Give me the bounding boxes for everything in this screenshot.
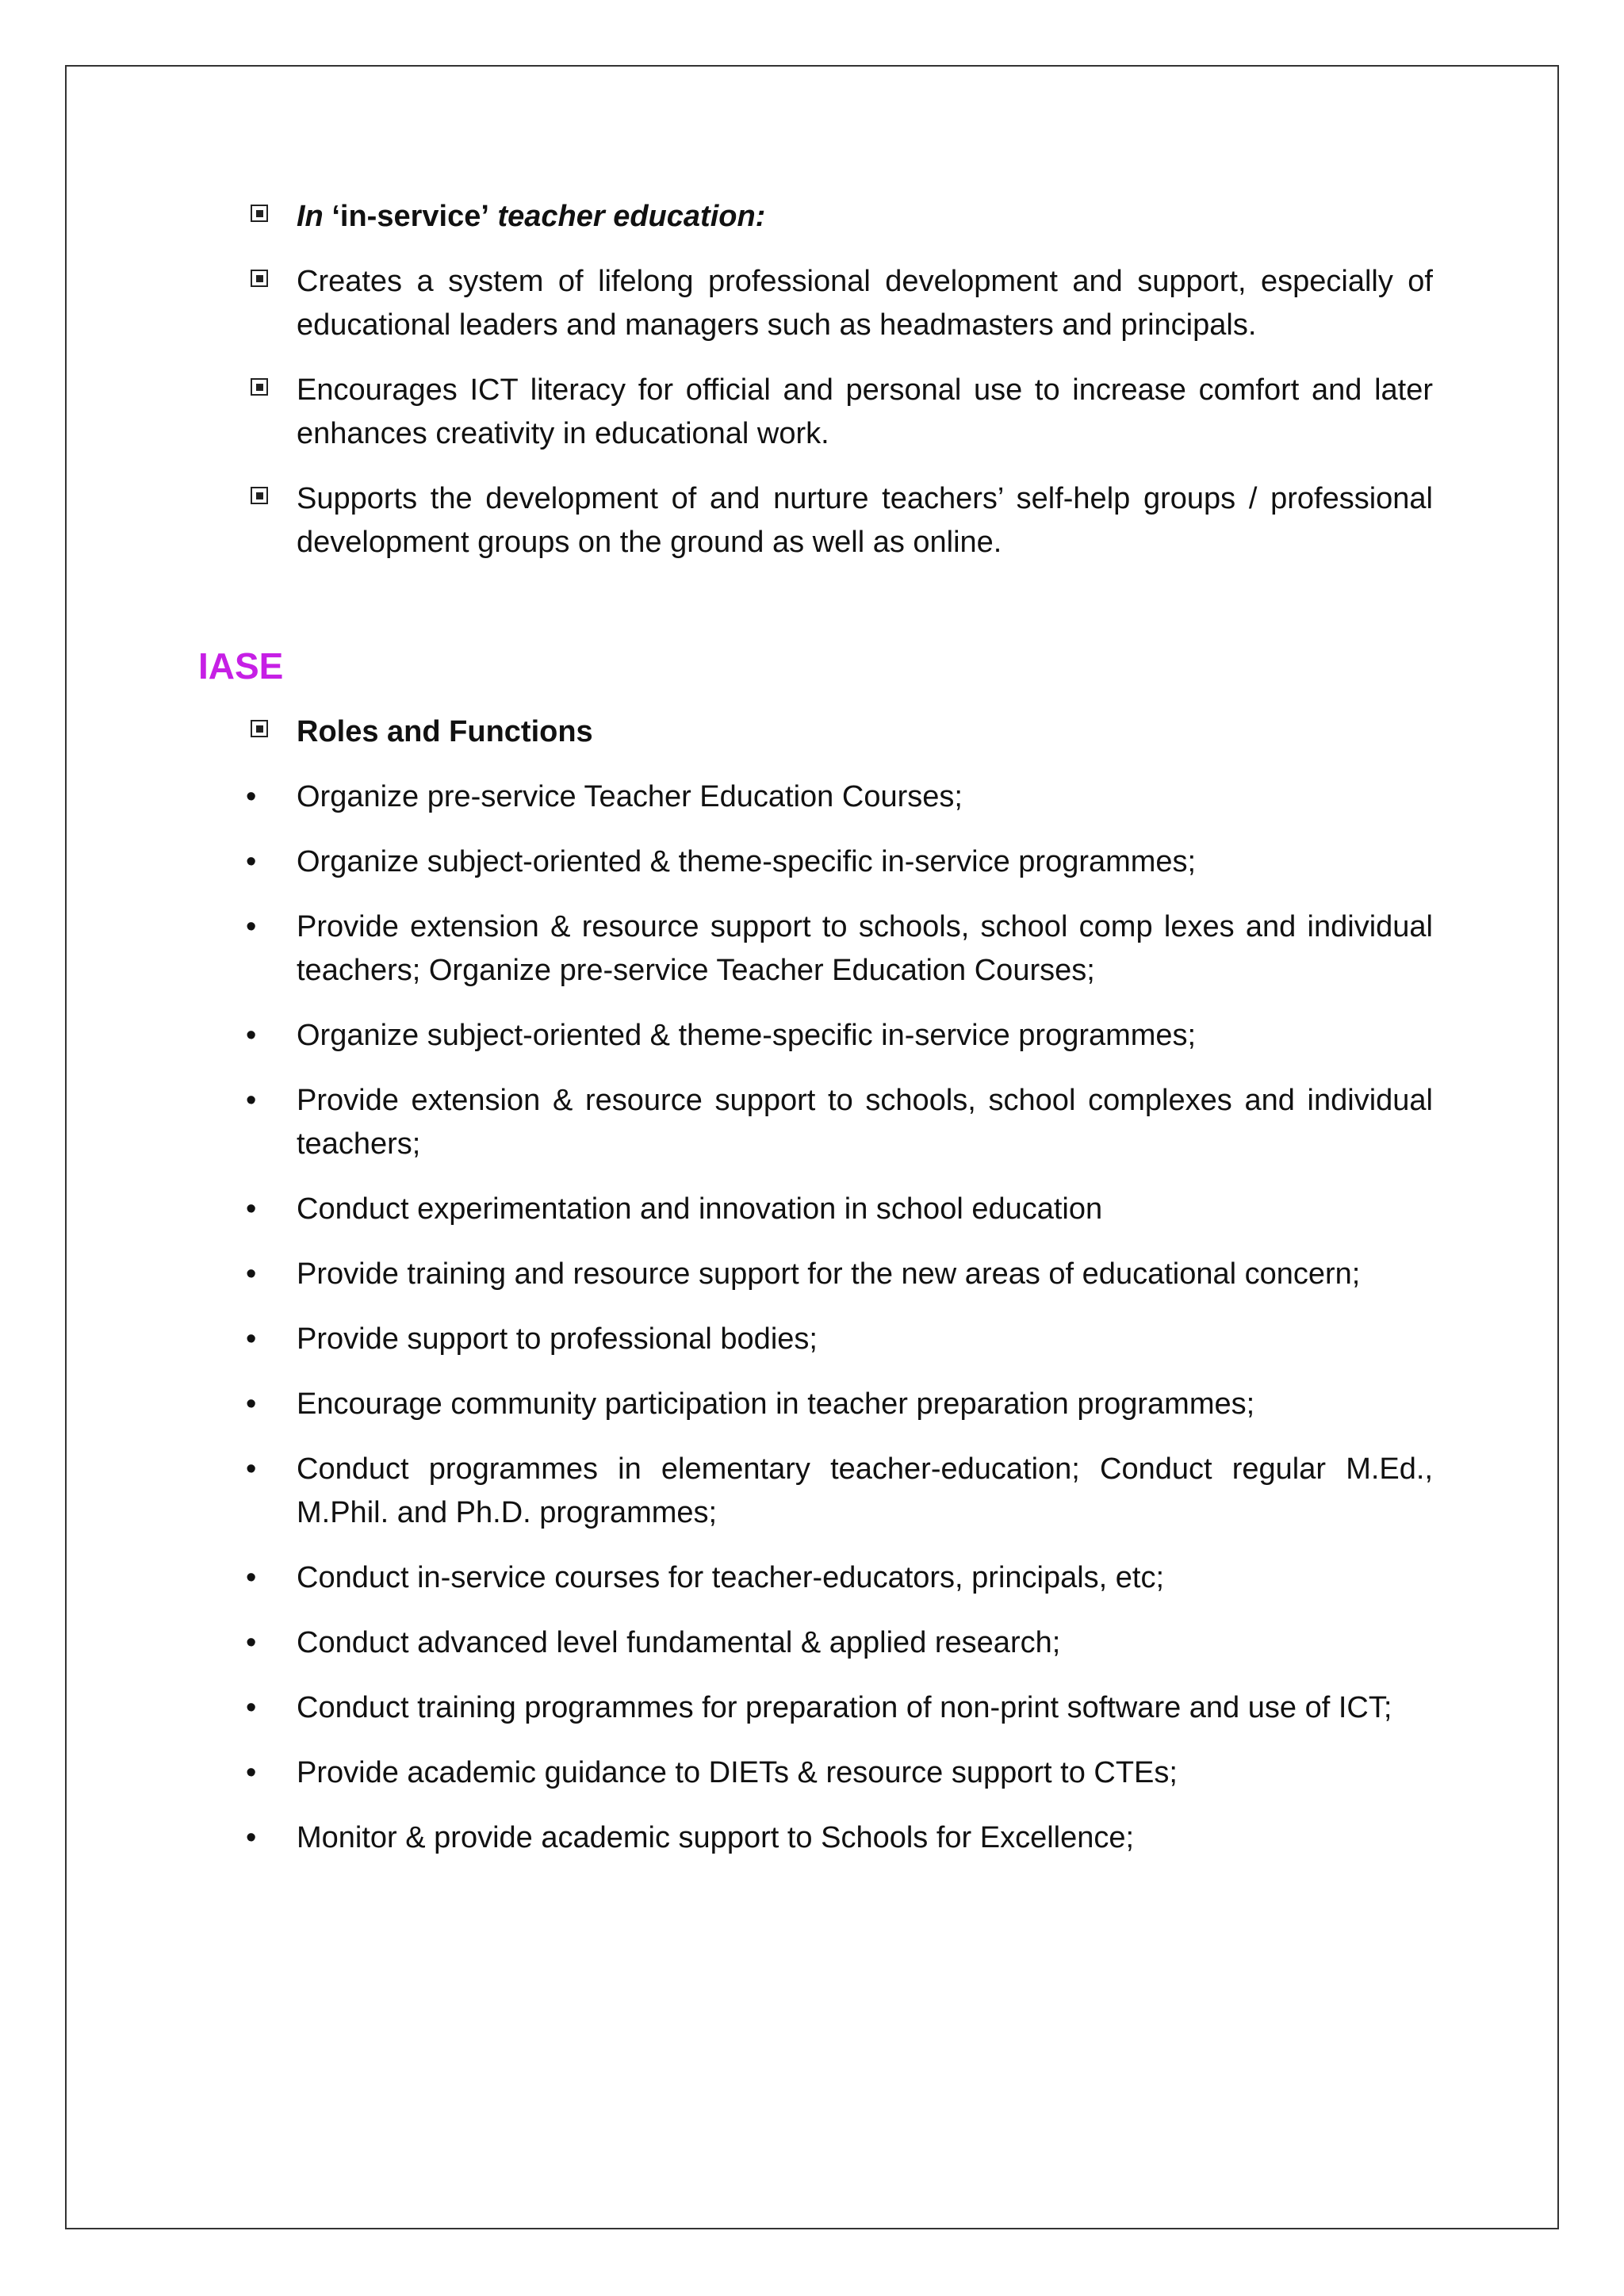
bullet-icon: • [246, 1756, 257, 1789]
iase-function-text: Conduct programmes in elementary teacher-education; Conduct regular M.Ed., M.Phil. and Ph.D. programmes; [297, 1452, 1433, 1529]
iase-function-text: Conduct experimentation and innovation in school education [297, 1192, 1103, 1226]
iase-function-text: Conduct advanced level fundamental & applied research; [297, 1626, 1061, 1659]
iase-function-item [198, 1816, 1433, 1860]
bullet-icon: • [246, 1322, 257, 1356]
iase-function-text: Provide extension & resource support to schools, school complexes and individual teachers; [297, 1084, 1433, 1161]
bullet-icon: • [246, 910, 257, 943]
iase-function-item [198, 1556, 1433, 1600]
inservice-point-text: Creates a system of lifelong professional development and support, especially of educational leaders and managers such as headmasters and principals. [297, 265, 1433, 342]
bullet-icon: • [246, 1192, 257, 1226]
iase-function-item [198, 1686, 1433, 1730]
bullet-icon: • [246, 1821, 257, 1854]
iase-function-text: Conduct in-service courses for teacher-educators, principals, etc; [297, 1561, 1165, 1594]
inservice-heading-term: ‘in-service’ [331, 200, 489, 233]
boxed-bullet-icon [251, 270, 268, 287]
iase-subheading: Roles and Functions [297, 715, 593, 748]
iase-function-text: Encourage community participation in teacher preparation programmes; [297, 1387, 1255, 1421]
iase-function-text: Provide academic guidance to DIETs & resource support to CTEs; [297, 1756, 1178, 1789]
boxed-bullet-icon [251, 487, 268, 504]
bullet-icon: • [246, 1019, 257, 1052]
iase-function-text: Organize subject-oriented & theme-specific in-service programmes; [297, 1019, 1197, 1052]
iase-function-item [198, 1079, 1433, 1166]
inservice-heading-prefix: In [297, 200, 324, 233]
iase-function-item [198, 775, 1433, 819]
inservice-point [198, 260, 1433, 347]
boxed-bullet-icon [251, 378, 268, 396]
inservice-heading-suffix: teacher education: [497, 200, 766, 233]
iase-function-item [198, 1383, 1433, 1426]
iase-function-item [198, 1751, 1433, 1795]
iase-heading: IASE [198, 645, 284, 687]
inservice-heading-item [198, 195, 1433, 239]
iase-function-item [198, 1253, 1433, 1296]
iase-subheading-item [198, 710, 1433, 754]
iase-function-item [198, 905, 1433, 993]
iase-function-text: Provide support to professional bodies; [297, 1322, 818, 1356]
iase-function-text: Organize pre-service Teacher Education Courses; [297, 780, 963, 813]
iase-function-text: Conduct training programmes for preparation of non-print software and use of ICT; [297, 1691, 1392, 1724]
iase-function-text: Provide training and resource support for the new areas of educational concern; [297, 1257, 1361, 1291]
iase-function-text: Provide extension & resource support to schools, school comp lexes and individual teachers; Organize pre-service Teacher Education Courses; [297, 910, 1433, 987]
iase-function-item [198, 840, 1433, 884]
iase-function-item [198, 1014, 1433, 1058]
iase-function-item [198, 1448, 1433, 1535]
inservice-point [198, 477, 1433, 564]
bullet-icon: • [246, 1257, 257, 1291]
bullet-icon: • [246, 1452, 257, 1486]
boxed-bullet-icon [251, 205, 268, 222]
iase-function-text: Organize subject-oriented & theme-specific in-service programmes; [297, 845, 1197, 878]
iase-function-text: Monitor & provide academic support to Schools for Excellence; [297, 1821, 1135, 1854]
iase-function-item [198, 1318, 1433, 1361]
bullet-icon: • [246, 845, 257, 878]
bullet-icon: • [246, 1691, 257, 1724]
bullet-icon: • [246, 1387, 257, 1421]
boxed-bullet-icon [251, 720, 268, 737]
bullet-icon: • [246, 1084, 257, 1117]
inservice-point [198, 369, 1433, 456]
inservice-point-text: Supports the development of and nurture teachers’ self-help groups / professional development groups on the ground as well as online. [297, 482, 1433, 559]
iase-function-item [198, 1188, 1433, 1231]
bullet-icon: • [246, 780, 257, 813]
bullet-icon: • [246, 1561, 257, 1594]
iase-functions-list [198, 775, 1433, 1860]
iase-function-item [198, 1621, 1433, 1665]
document-content [198, 195, 1433, 1860]
inservice-point-text: Encourages ICT literacy for official and personal use to increase comfort and later enhances creativity in educational work. [297, 373, 1433, 450]
bullet-icon: • [246, 1626, 257, 1659]
